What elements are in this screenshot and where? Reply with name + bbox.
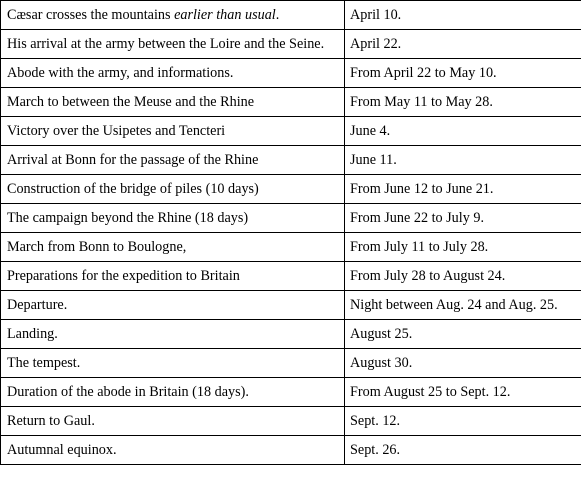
table-row — [1, 378, 581, 407]
date-cell: August 25. — [345, 320, 581, 349]
date-cell: From April 22 to May 10. — [345, 59, 581, 88]
date-cell: April 22. — [345, 30, 581, 59]
date-cell: April 10. — [345, 1, 581, 30]
date-cell: From August 25 to Sept. 12. — [345, 378, 581, 407]
event-cell: Arrival at Bonn for the passage of the Rhine — [1, 146, 345, 175]
table-row — [1, 349, 581, 378]
table-row — [1, 175, 581, 204]
event-cell: Autumnal equinox. — [1, 436, 345, 465]
event-text: Cæsar crosses the mountains — [7, 6, 175, 23]
event-cell: Landing. — [1, 320, 345, 349]
event-cell: His arrival at the army between the Loire and the Seine. — [1, 30, 345, 59]
table-row — [1, 320, 581, 349]
date-cell: Night between Aug. 24 and Aug. 25. — [345, 291, 581, 320]
event-cell: Preparations for the expedition to Britain — [1, 262, 345, 291]
event-cell: March from Bonn to Boulogne, — [1, 233, 345, 262]
event-emphasis: earlier than usual — [174, 6, 276, 23]
chronology-table-body — [1, 1, 581, 465]
table-row — [1, 407, 581, 436]
table-row — [1, 88, 581, 117]
event-cell: The tempest. — [1, 349, 345, 378]
date-cell: Sept. 12. — [345, 407, 581, 436]
table-row — [1, 59, 581, 88]
date-cell: June 11. — [345, 146, 581, 175]
event-cell: Return to Gaul. — [1, 407, 345, 436]
table-row — [1, 204, 581, 233]
date-cell: Sept. 26. — [345, 436, 581, 465]
table-row — [1, 291, 581, 320]
table-row — [1, 30, 581, 59]
event-cell: Departure. — [1, 291, 345, 320]
date-cell: August 30. — [345, 349, 581, 378]
event-cell: Construction of the bridge of piles (10 days) — [1, 175, 345, 204]
table-row — [1, 1, 581, 30]
event-cell: Victory over the Usipetes and Tencteri — [1, 117, 345, 146]
date-cell: From July 28 to August 24. — [345, 262, 581, 291]
date-cell: From June 12 to June 21. — [345, 175, 581, 204]
event-cell — [1, 1, 345, 30]
event-cell: The campaign beyond the Rhine (18 days) — [1, 204, 345, 233]
date-cell: June 4. — [345, 117, 581, 146]
table-row — [1, 436, 581, 465]
table-row — [1, 117, 581, 146]
table-row — [1, 262, 581, 291]
table-row — [1, 146, 581, 175]
event-suffix: . — [275, 6, 280, 23]
date-cell: From July 11 to July 28. — [345, 233, 581, 262]
date-cell: From May 11 to May 28. — [345, 88, 581, 117]
event-cell: March to between the Meuse and the Rhine — [1, 88, 345, 117]
date-cell: From June 22 to July 9. — [345, 204, 581, 233]
table-row — [1, 233, 581, 262]
event-cell: Duration of the abode in Britain (18 days). — [1, 378, 345, 407]
event-cell: Abode with the army, and informations. — [1, 59, 345, 88]
